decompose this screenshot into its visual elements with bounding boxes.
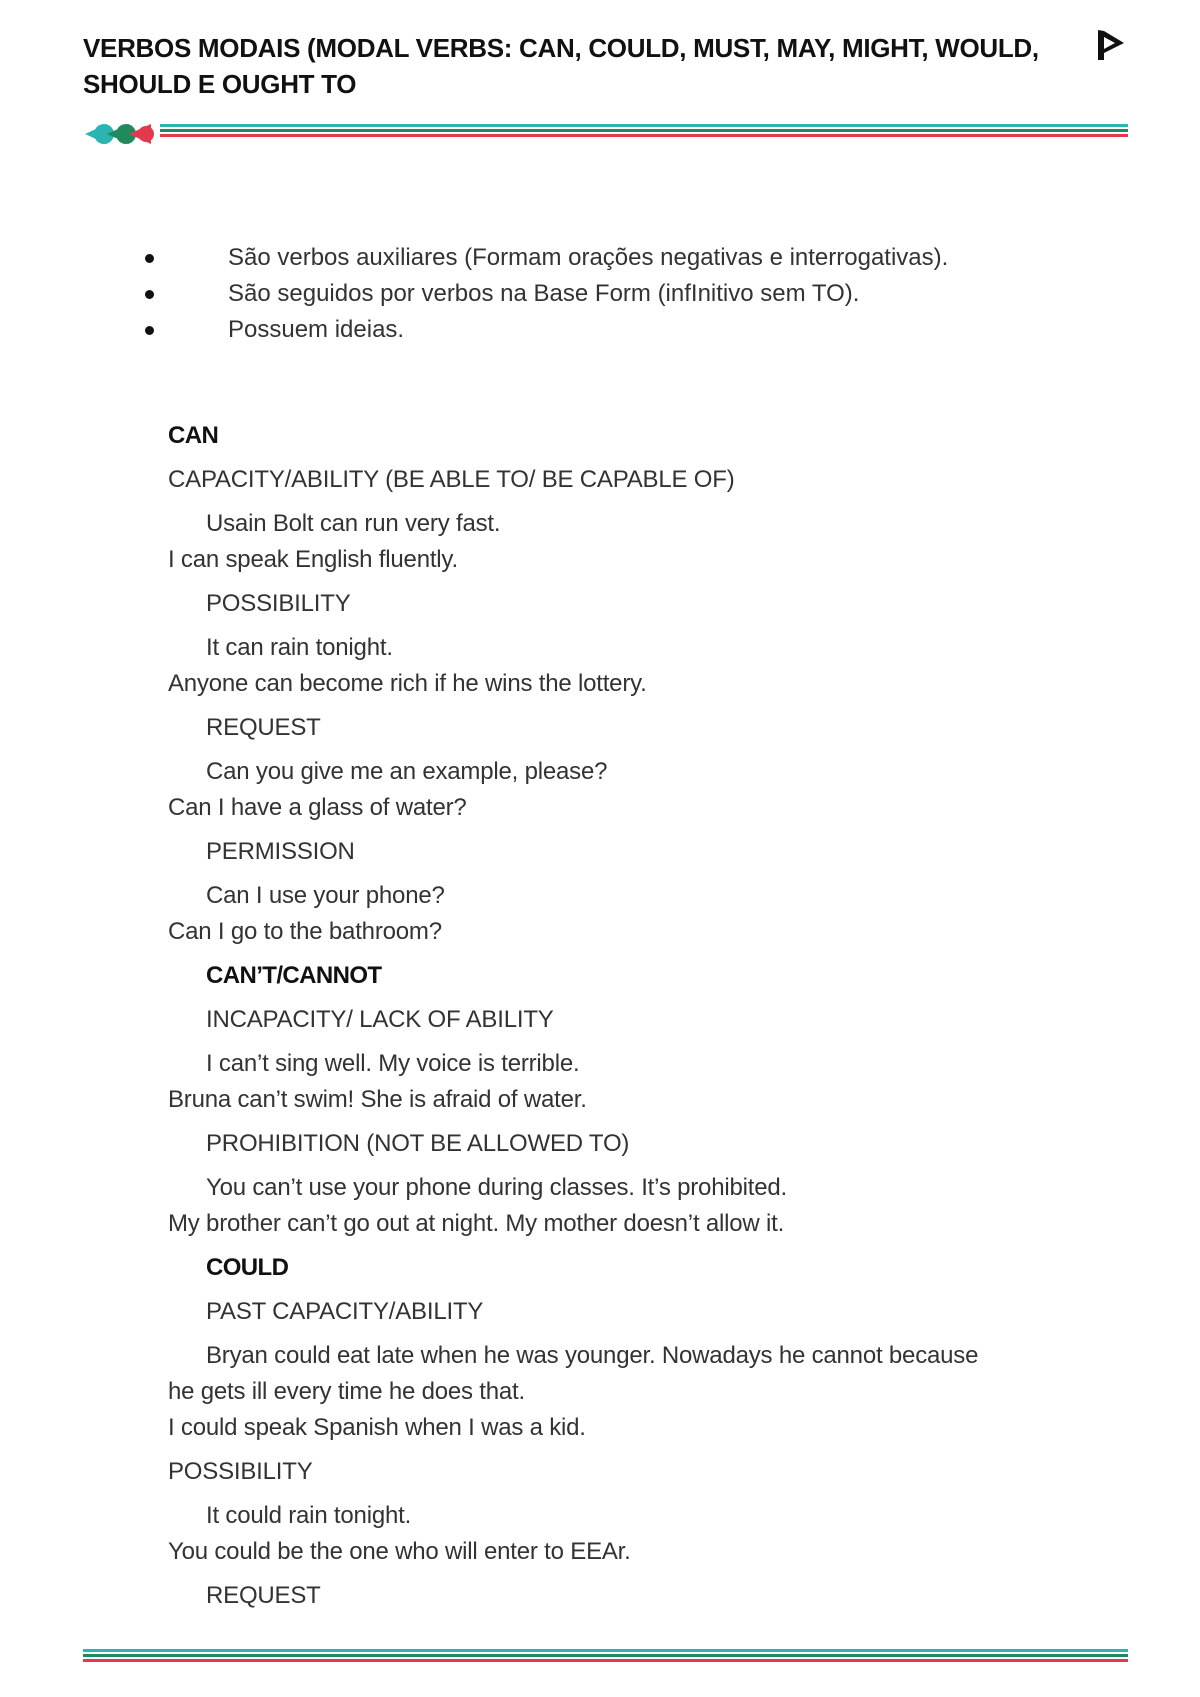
example-sentence: Bryan could eat late when he was younger. Nowadays he cannot because xyxy=(206,1342,979,1369)
brand-logo-icon xyxy=(1094,28,1128,62)
example-sentence: Anyone can become rich if he wins the lottery. xyxy=(168,670,647,697)
category-label: REQUEST xyxy=(206,1582,321,1609)
list-item: São verbos auxiliares (Formam orações negativas e interrogativas). xyxy=(140,240,948,276)
category-label: REQUEST xyxy=(206,714,321,741)
example-sentence: Usain Bolt can run very fast. xyxy=(206,510,501,537)
example-sentence: Bruna can’t swim! She is afraid of water. xyxy=(168,1086,587,1113)
category-label: POSSIBILITY xyxy=(168,1458,313,1485)
example-sentence: You could be the one who will enter to EEAr. xyxy=(168,1538,631,1565)
example-sentence: My brother can’t go out at night. My mother doesn’t allow it. xyxy=(168,1210,785,1237)
category-label: PERMISSION xyxy=(206,838,355,865)
footer-divider xyxy=(83,1649,1128,1665)
example-sentence: Can I have a glass of water? xyxy=(168,794,467,821)
example-sentence: Can I use your phone? xyxy=(206,882,445,909)
example-sentence: It could rain tonight. xyxy=(206,1502,412,1529)
category-label: POSSIBILITY xyxy=(206,590,351,617)
example-sentence: It can rain tonight. xyxy=(206,634,393,661)
header-ornament-icon xyxy=(83,121,155,147)
example-sentence: You can’t use your phone during classes. It’s prohibited. xyxy=(206,1174,787,1201)
intro-bullet-list xyxy=(140,240,948,348)
example-sentence: Can I go to the bathroom? xyxy=(168,918,442,945)
document-title: VERBOS MODAIS (MODAL VERBS: CAN, COULD, MUST, MAY, MIGHT, WOULD, SHOULD E OUGHT TO xyxy=(83,33,1039,99)
example-sentence: I could speak Spanish when I was a kid. xyxy=(168,1414,586,1441)
example-sentence: Can you give me an example, please? xyxy=(206,758,608,785)
category-label: PROHIBITION (NOT BE ALLOWED TO) xyxy=(206,1130,630,1157)
category-label: CAPACITY/ABILITY (BE ABLE TO/ BE CAPABLE OF) xyxy=(168,466,735,493)
header-divider xyxy=(160,124,1128,140)
example-sentence: I can speak English fluently. xyxy=(168,546,458,573)
section-heading-can: CAN xyxy=(168,422,219,449)
list-item: Possuem ideias. xyxy=(140,312,948,348)
section-heading-could: COULD xyxy=(206,1254,289,1281)
category-label: INCAPACITY/ LACK OF ABILITY xyxy=(206,1006,554,1033)
section-heading-cant: CAN’T/CANNOT xyxy=(206,962,382,989)
example-sentence: he gets ill every time he does that. xyxy=(168,1378,525,1405)
category-label: PAST CAPACITY/ABILITY xyxy=(206,1298,484,1325)
list-item: São seguidos por verbos na Base Form (infInitivo sem TO). xyxy=(140,276,948,312)
example-sentence: I can’t sing well. My voice is terrible. xyxy=(206,1050,580,1077)
modal-verbs-content xyxy=(168,418,1098,1614)
